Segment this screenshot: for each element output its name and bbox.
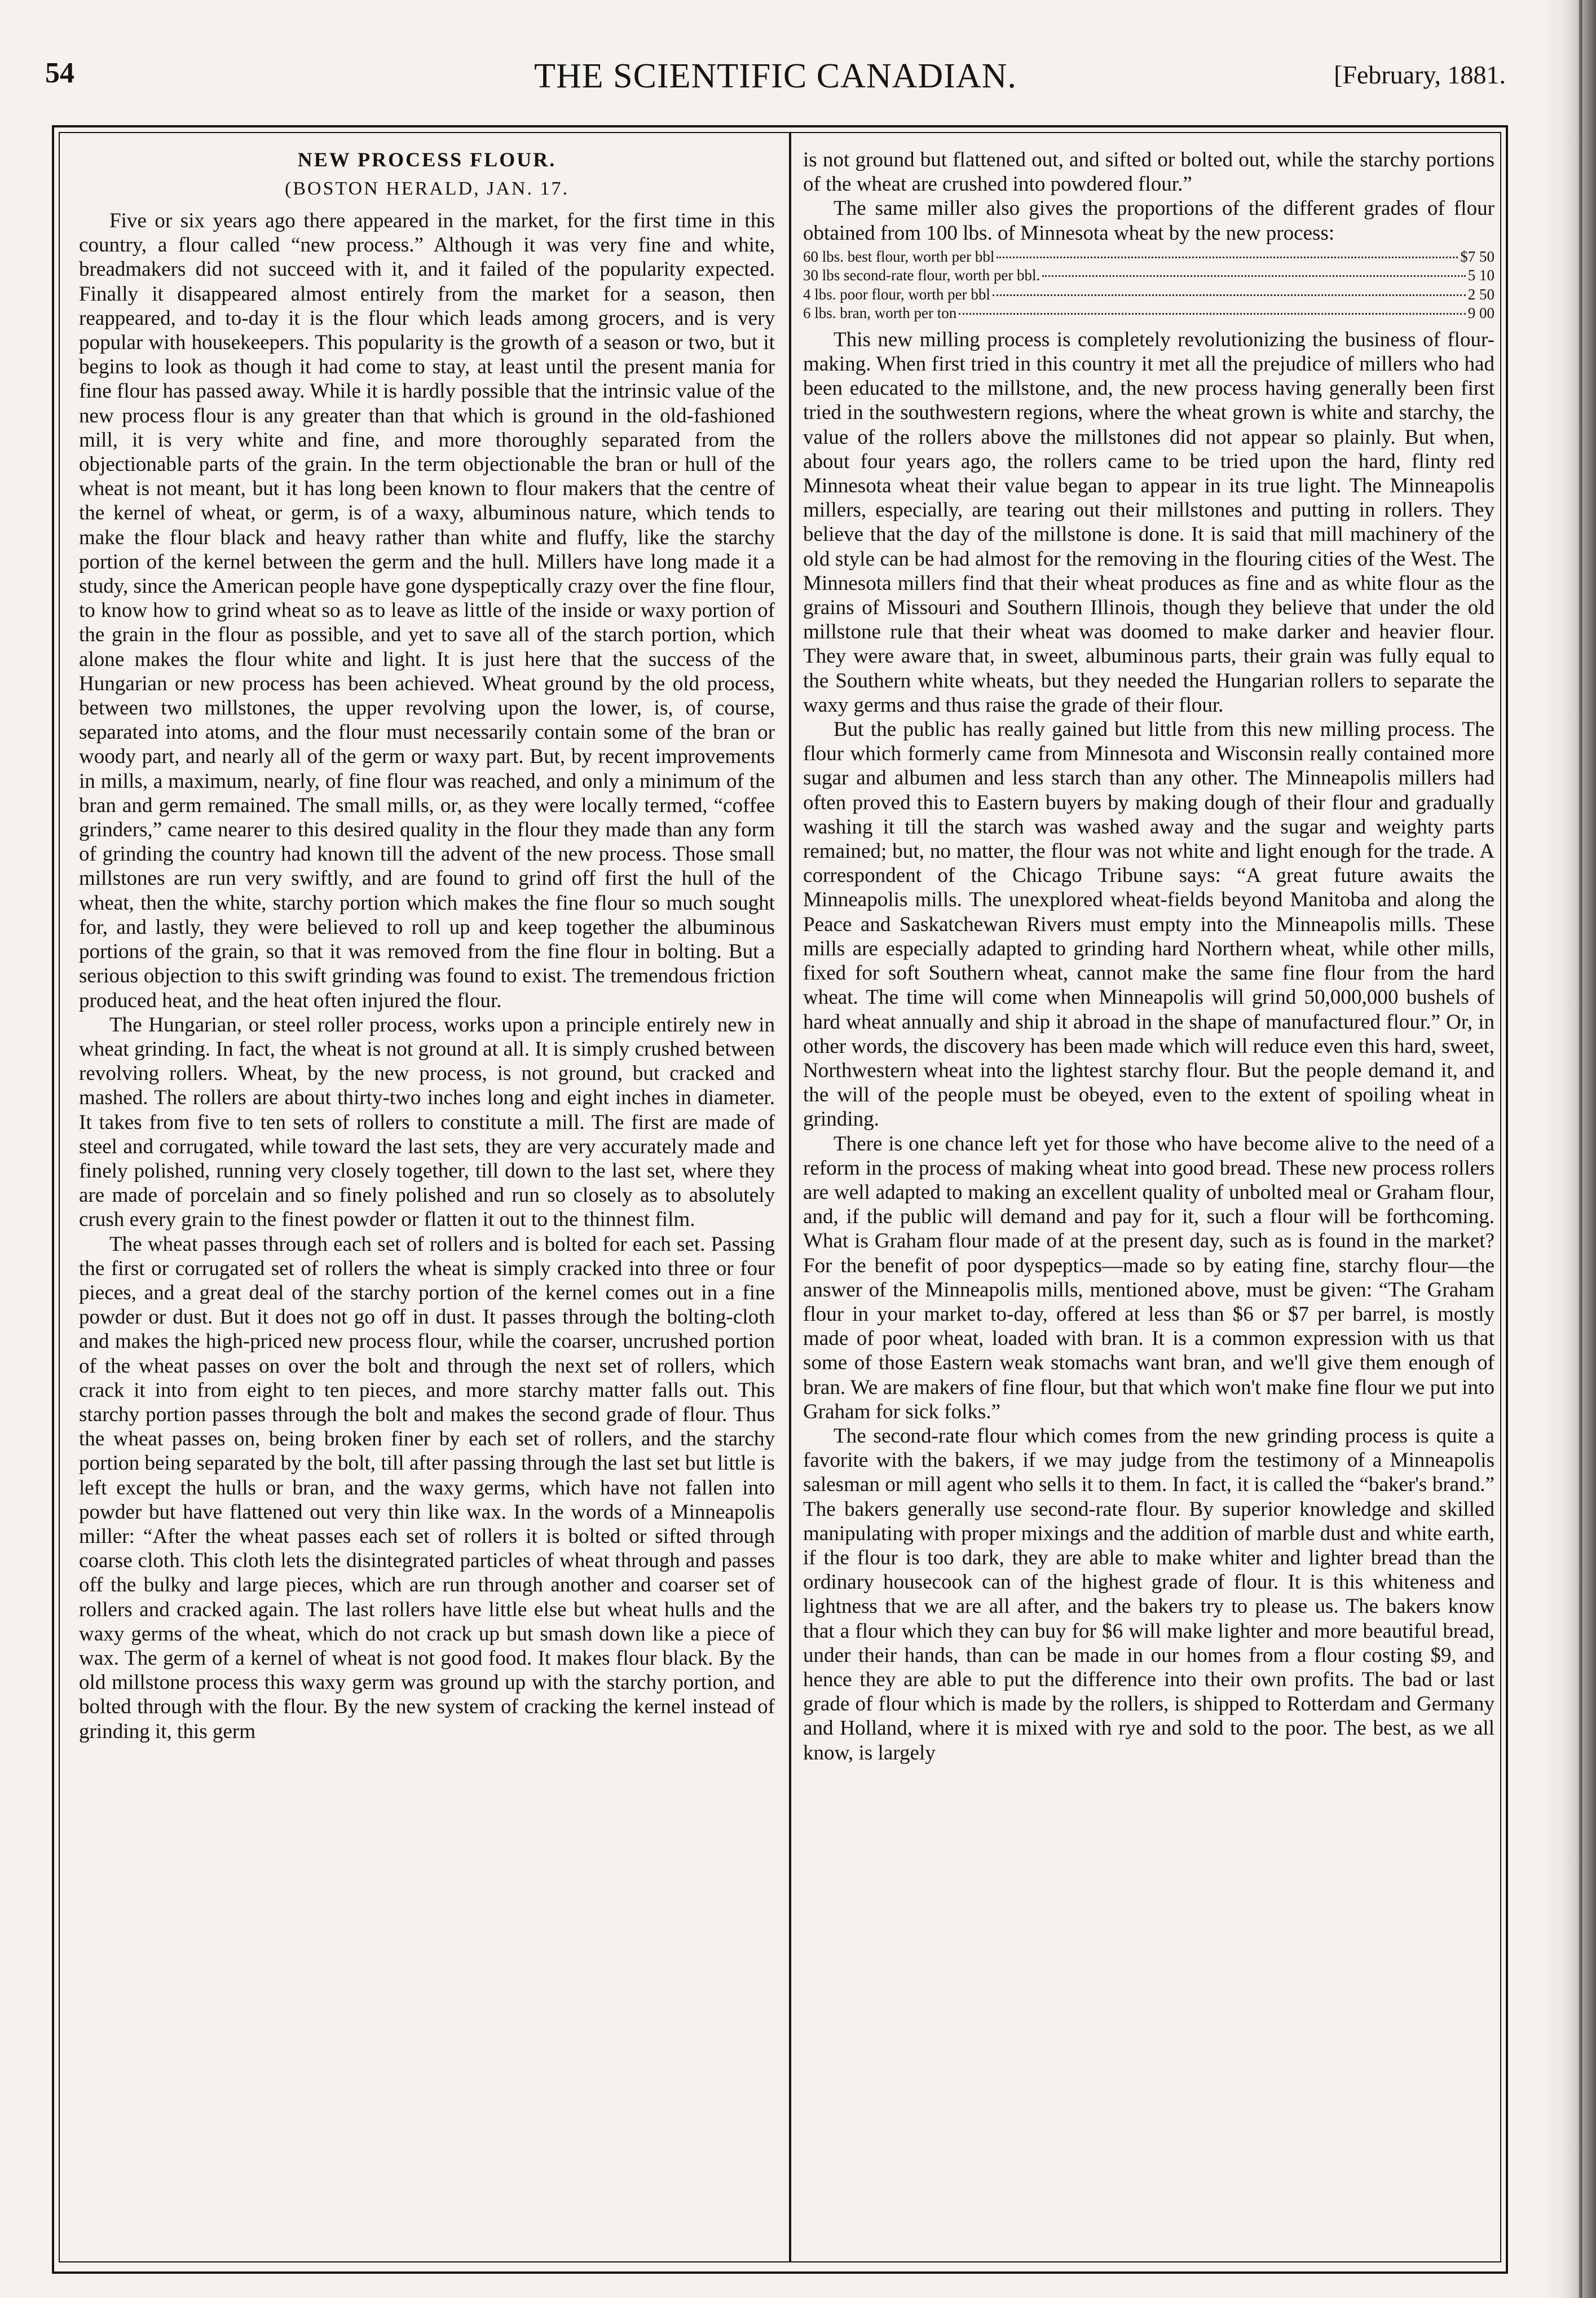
issue-date: [February, 1881. [1334, 60, 1506, 89]
flour-grade-row [803, 266, 1494, 285]
flour-grade-description: 4 lbs. poor flour, worth per bbl [803, 285, 990, 303]
leader-dots [959, 313, 1466, 315]
flour-grades-table [803, 248, 1494, 323]
article-paragraph: The Hungarian, or steel roller process, works upon a principle entirely new in wheat grinding. In fact, the wheat is not ground at all. It is simply crushed between revolving rollers. Wheat, by the new process, is not ground, but cracked and mashed. The rollers are about thirty-two inches long and eight inches in diameter. It takes from five to ten sets of rollers to constitute a mill. The first are made of steel and corrugated, while toward the last sets, they are very accurately made and finely polished, running very closely together, till down to the last set, where they are made of porcelain and so finely polished and run so closely as to absolutely crush every grain to the finest powder or flatten it out to the thinnest film. [79, 1013, 775, 1232]
flour-grade-description: 60 lbs. best flour, worth per bbl [803, 248, 995, 265]
article-paragraph: But the public has really gained but little from this new milling process. The flour which formerly came from Minnesota and Wisconsin really contained more sugar and albumen and less starch than any other. The Minneapolis millers had often proved this to Eastern buyers by making dough of their flour and gradually washing it till the starch was washed away and the sugar and weighty parts remained; but, no matter, the flour was not white and light enough for the trade. A correspondent of the Chicago Tribune says: “A great future awaits the Minneapolis mills. The unexplored wheat-fields beyond Manitoba and along the Peace and Saskatchewan Rivers must empty into the Minneapolis mills. These mills are especially adapted to grinding hard Northern wheat, while other mills, fixed for soft Southern wheat, cannot make the same fine flour from the hard wheat. The time will come when Minneapolis will grind 50,000,000 bushels of hard wheat annually and ship it abroad in the shape of manufactured flour.” Or, in other words, the discovery has been made which will reduce even this hard, sweet, Northwestern wheat into the lightest starchy flour. But the people demand it, and the will of the people must be obeyed, even to the extent of spoiling wheat in grinding. [803, 718, 1494, 1131]
flour-grade-row [803, 248, 1494, 267]
journal-title: THE SCIENTIFIC CANADIAN. [534, 57, 1017, 95]
binding-edge [1546, 0, 1596, 2298]
article-paragraph: This new milling process is completely revolutionizing the business of flour-making. When first tried in this country it met all the prejudice of millers who had been educated to the millstone, and, the new process having generally been first tried in the southwestern regions, where the wheat grown is white and starchy, the value of the rollers above the millstones did not appear so plainly. But when, about four years ago, the rollers came to be tried upon the hard, flinty red Minnesota wheat their value began to appear in its true light. The Minneapolis millers, especially, are tearing out their millstones and putting in rollers. They believe that the day of the millstone is done. It is said that mill machinery of the old style can be had almost for the removing in the flouring cities of the West. The Minnesota millers find that their wheat produces as fine and as white flour as the grains of Missouri and Southern Illinois, though they believe that under the old millstone rule that their wheat was doomed to make darker and heavier flour. They were aware that, in sweet, albuminous parts, their grain was fully equal to the Southern white wheats, but they needed the Hungarian rollers to separate the waxy germs and thus raise the grade of their flour. [803, 328, 1494, 717]
flour-grade-description: 6 lbs. bran, worth per ton [803, 305, 957, 322]
flour-grade-price: $7 50 [1460, 248, 1494, 265]
right-column [803, 148, 1494, 1765]
leader-dots [1042, 275, 1465, 277]
page-number: 54 [45, 57, 74, 89]
article-source: (BOSTON HERALD, JAN. 17. [285, 178, 569, 199]
column-rule [789, 133, 791, 2261]
left-column [79, 148, 775, 1744]
flour-grade-row [803, 285, 1494, 305]
flour-grade-price: 5 10 [1467, 267, 1494, 284]
running-head [45, 56, 1506, 107]
article-paragraph: The wheat passes through each set of rollers and is bolted for each set. Passing the first or corrugated set of rollers the wheat is simply cracked into three or four pieces, and a great deal of the starchy portion of the kernel comes out in a fine powder or dust. But it does not go off in dust. It passes through the bolting-cloth and makes the high-priced new process flour, while the coarser, uncrushed portion of the wheat passes on over the bolt and through the next set of rollers, which crack it into from eight to ten pieces, and more starchy matter falls out. This starchy portion passes through the bolt and makes the second grade of flour. Thus the wheat passes on, being broken finer by each set of rollers, and the starchy portion being separated by the bolt, till after passing through the last set but little is left except the hulls or bran, and the waxy germs, which have not fallen into powder but have flattened out very thin like wax. In the words of a Minneapolis miller: “After the wheat passes each set of rollers it is bolted or sifted through coarse cloth. This cloth lets the disintegrated particles of wheat through and passes off the bulky and large pieces, which are run through another and coarser set of rollers and cracked again. The last rollers have little else but wheat hulls and the waxy germs of the wheat, which do not crack up but smash down like a piece of wax. The germ of a kernel of wheat is not good food. It makes flour black. By the old millstone process this waxy germ was ground up with the starchy portion, and bolted through with the flour. By the new system of cracking the kernel instead of grinding it, this germ [79, 1232, 775, 1743]
article-title: NEW PROCESS FLOUR. [297, 148, 557, 171]
binding-edge-shadow [1579, 0, 1582, 2298]
flour-grade-description: 30 lbs second-rate flour, worth per bbl. [803, 267, 1041, 284]
flour-grade-price: 9 00 [1467, 305, 1494, 322]
article-paragraph: There is one chance left yet for those who have become alive to the need of a reform in the process of making wheat into good bread. These new process rollers are well adapted to making an excellent quality of unbolted meal or Graham flour, and, if the public will demand and pay for it, such a flour will be forthcoming. What is Graham flour made of at the present day, such as is found in the market? For the benefit of poor dyspeptics—made so by eating fine, starchy flour—the answer of the Minneapolis mills, mentioned above, must be given: “The Graham flour in your market to-day, offered at less than $6 or $7 per barrel, is mostly made of poor wheat, loaded with bran. It is a common expression with us that some of those Eastern weak stomachs want bran, and we'll give them enough of bran. We are makers of fine flour, but that which won't make fine flour we put into Graham for sick folks.” [803, 1132, 1494, 1423]
continued-paragraph: is not ground but flattened out, and sifted or bolted out, while the starchy portions of the wheat are crushed into powdered flour.” [803, 148, 1494, 196]
leader-dots [993, 294, 1466, 296]
flour-grade-price: 2 50 [1467, 285, 1494, 303]
flour-grade-row [803, 304, 1494, 323]
leader-dots [997, 257, 1458, 258]
article-paragraph: The same miller also gives the proportions of the different grades of flour obtained from 100 lbs. of Minnesota wheat by the new process: [803, 197, 1494, 245]
article-paragraph: Five or six years ago there appeared in the market, for the first time in this country, a flour called “new process.” Although it was very fine and white, breadmakers did not succeed with it, and it failed of the popularity expected. Finally it disappeared almost entirely from the market for a season, then reappeared, and to-day it is the flour which leads among grocers, and is very popular with housekeepers. This popularity is the growth of a season or two, but it begins to look as though it had come to stay, at least until the present mania for fine flour has passed away. While it is hardly possible that the intrinsic value of the new process flour is any greater than that which is ground in the old-fashioned mill, it is very white and fine, and more thoroughly separated from the objectionable parts of the grain. In the term objectionable the bran or hull of the wheat is not meant, but it has long been known to flour makers that the centre of the kernel of wheat, or germ, is of a waxy, albuminous nature, which tends to make the flour black and heavy rather than white and fluffy, like the starchy portion of the kernel between the germ and the hull. Millers have long made it a study, since the American people have gone dyspeptically crazy over the fine flour, to know how to grind wheat so as to leave as little of the inside or waxy portion of the grain in the flour as possible, and yet to save all of the starch portion, which alone makes the flour white and light. It is just here that the success of the Hungarian or new process has been achieved. Wheat ground by the old process, between two millstones, the upper revolving upon the lower, is, of course, separated into atoms, and the flour must necessarily contain some of the bran or woody part, and nearly all of the germ or waxy part. But, by recent improvements in mills, a maximum, nearly, of fine flour was reached, and only a minimum of the bran and germ remained. The small mills, or, as they were locally termed, “coffee grinders,” came nearer to this desired quality in the flour they made than any form of grinding the country had known till the advent of the new process. Those small millstones are run very swiftly, and are found to grind off first the hull of the wheat, then the white, starchy portion which makes the fine flour so much sought for, and lastly, they were believed to roll up and keep together the albuminous portions of the grain, so that it was removed from the fine flour in bolting. But a serious objection to this swift grinding was found to exist. The tremendous friction produced heat, and the heat often injured the flour. [79, 209, 775, 1012]
article-paragraph: The second-rate flour which comes from the new grinding process is quite a favorite with the bakers, if we may judge from the testimony of a Minneapolis salesman or mill agent who sells it to them. In fact, it is called the “baker's brand.” The bakers generally use second-rate flour. By superior knowledge and skilled manipulating with proper mixings and the addition of marble dust and white earth, if the flour is too dark, they are able to make whiter and lighter bread than the ordinary housecook can of the highest grade of flour. It is this whiteness and lightness that we are all after, and the bakers try to please us. The bakers know that a flour which they can buy for $6 will make lighter and more beautiful bread, under their hands, than can be made in our homes from a flour costing $9, and hence they are able to put the difference into their own profits. The bad or last grade of flour which is made by the rollers, is shipped to Rotterdam and Germany and Holland, where it is mixed with rye and sold to the poor. The best, as we all know, is largely [803, 1424, 1494, 1765]
